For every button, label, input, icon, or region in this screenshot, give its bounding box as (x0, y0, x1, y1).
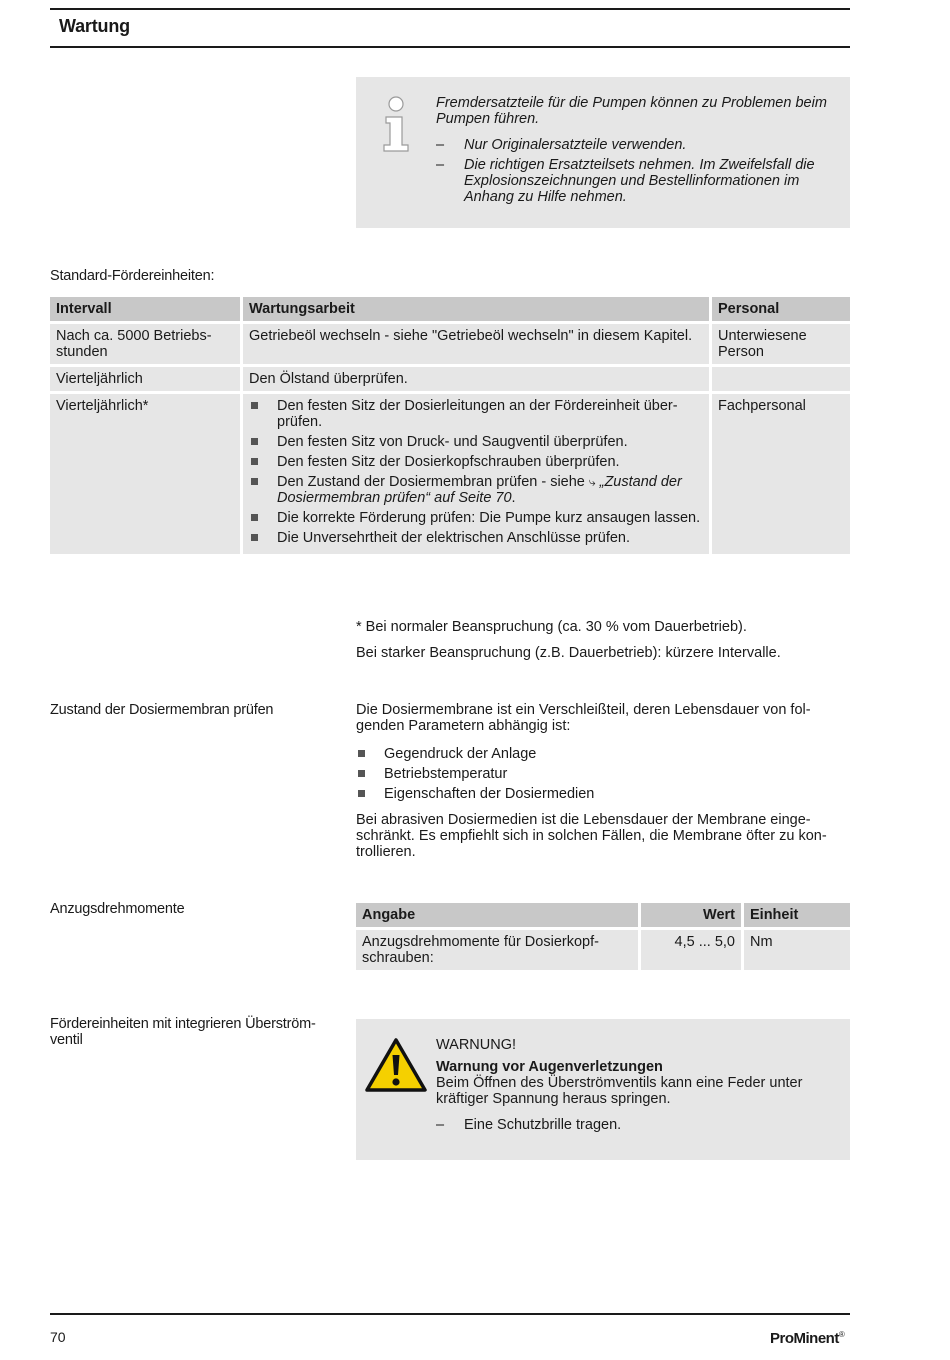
work-item: Die korrekte Förderung prüfen: Die Pumpe kurz ansaugen lassen. (249, 510, 703, 526)
warning-action-item: – Eine Schutzbrille tragen. (436, 1117, 842, 1133)
cell-interval: Vierteljährlich (50, 367, 240, 391)
table-row (356, 930, 850, 970)
warning-box (356, 1019, 850, 1160)
info-note-message: Fremdersatzteile für die Pumpen können zu Problemen beim Pumpen führen. (436, 95, 827, 127)
standard-section-label: Standard-Fördereinheiten: (50, 268, 215, 284)
cell-interval: Vierteljährlich* (50, 394, 240, 554)
membrane-parameter-list (356, 746, 846, 802)
footer-rule (50, 1313, 850, 1315)
list-item: Gegendruck der Anlage (356, 746, 846, 762)
work-item: Den festen Sitz der Dosierleitungen an der Fördereinheit über-prüfen. (249, 398, 703, 430)
cross-reference-link[interactable]: „Zustand der Dosiermembran prüfen“ auf Seite 70 (277, 474, 682, 506)
warning-triangle-icon (364, 1037, 428, 1093)
registered-mark: ® (838, 1330, 845, 1339)
table-header-row (356, 903, 850, 927)
membrane-body (356, 702, 846, 868)
header-rule (50, 46, 850, 48)
column-header-value: Wert (641, 903, 741, 927)
column-header-spec: Angabe (356, 903, 638, 927)
cell-personnel (712, 367, 850, 391)
cell-personnel: Unterwiesene Person (712, 324, 850, 364)
cell-work: Getriebeöl wechseln - siehe "Getriebeöl wechseln" in diesem Kapitel. (243, 324, 709, 364)
footnote-heavy: Bei starker Beanspruchung (z.B. Dauerbetrieb): kürzere Intervalle. (356, 645, 781, 661)
top-rule (50, 8, 850, 10)
info-note-text (436, 95, 842, 209)
work-item: Die Unversehrtheit der elektrischen Anschlüsse prüfen. (249, 530, 703, 546)
maintenance-table (47, 294, 853, 557)
column-header-work: Wartungsarbeit (243, 297, 709, 321)
table-header-row (50, 297, 850, 321)
work-item (249, 474, 703, 506)
work-item-list (249, 398, 703, 546)
cell-value: 4,5 ... 5,0 (641, 930, 741, 970)
cell-personnel: Fachpersonal (712, 394, 850, 554)
info-note-item: – Die richtigen Ersatzteilsets nehmen. Im Zweifelsfall die Explosionszeichnungen und Bestellinformationen im Anhang zu Hilfe nehmen. (436, 157, 842, 205)
warning-message: Beim Öffnen des Überströmventils kann eine Feder unter kräftiger Spannung heraus springen. (436, 1075, 803, 1107)
torque-table (353, 900, 853, 973)
warning-text (436, 1037, 842, 1137)
column-header-unit: Einheit (744, 903, 850, 927)
list-item: Eigenschaften der Dosiermedien (356, 786, 846, 802)
info-icon (378, 95, 414, 155)
membrane-outro: Bei abrasiven Dosiermedien ist die Lebensdauer der Membrane einge-schränkt. Es empfiehlt sich in solchen Fällen, die Membrane öfter zu kon-trollieren. (356, 812, 827, 860)
list-item: Betriebstemperatur (356, 766, 846, 782)
work-item: Den festen Sitz der Dosierkopfschrauben überprüfen. (249, 454, 703, 470)
brand-logo (770, 1330, 844, 1347)
work-item-text: Den Zustand der Dosiermembran prüfen - siehe (277, 474, 585, 490)
cell-interval: Nach ca. 5000 Betriebs-stunden (50, 324, 240, 364)
warning-heading: Warnung vor Augenverletzungen (436, 1059, 663, 1075)
cell-work (243, 394, 709, 554)
page-number: 70 (50, 1329, 66, 1345)
membrane-section-label: Zustand der Dosiermembran prüfen (50, 702, 274, 718)
warning-title: WARNUNG! (436, 1037, 517, 1053)
cell-unit: Nm (744, 930, 850, 970)
membrane-intro: Die Dosiermembrane ist ein Verschleißteil, deren Lebensdauer von fol-genden Parametern abhängig ist: (356, 702, 811, 734)
info-note-item: – Nur Originalersatzteile verwenden. (436, 137, 842, 153)
footnote (356, 619, 846, 669)
page-header: Wartung (59, 16, 130, 36)
info-note-list (436, 137, 842, 205)
table-row (50, 324, 850, 364)
table-row (50, 394, 850, 554)
column-header-interval: Intervall (50, 297, 240, 321)
brand-name: ProMinent (770, 1330, 839, 1347)
info-note-box (356, 77, 850, 228)
cross-reference-icon: ⤷ (588, 475, 596, 489)
overflow-section-label: Fördereinheiten mit integrieren Überström-ventil (50, 1016, 316, 1048)
warning-action-list (436, 1117, 842, 1133)
footnote-normal: * Bei normaler Beanspruchung (ca. 30 % vom Dauerbetrieb). (356, 619, 747, 635)
torque-section-label: Anzugsdrehmomente (50, 901, 185, 917)
work-item-punct: . (511, 490, 516, 506)
cell-spec: Anzugsdrehmomente für Dosierkopf-schrauben: (356, 930, 638, 970)
cell-work: Den Ölstand überprüfen. (243, 367, 709, 391)
table-row (50, 367, 850, 391)
column-header-personnel: Personal (712, 297, 850, 321)
work-item: Den festen Sitz von Druck- und Saugventil überprüfen. (249, 434, 703, 450)
